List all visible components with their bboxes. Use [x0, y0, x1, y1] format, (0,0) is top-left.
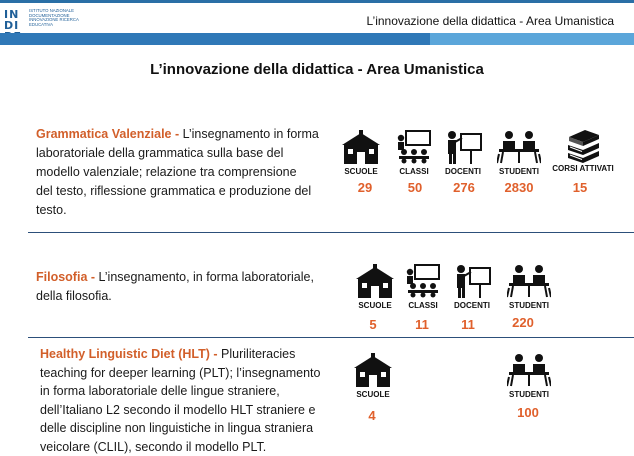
teacher-icon — [444, 130, 482, 164]
stat-value: 5 — [369, 317, 377, 332]
stat-classi — [389, 130, 439, 176]
stat-docenti — [438, 130, 488, 176]
header-title: L’innovazione della didattica - Area Umanistica — [366, 14, 614, 28]
stat-label: SCUOLE — [356, 390, 390, 399]
description-line: modello valenziale; relazione tra comprensione — [36, 165, 297, 179]
description-line: Pluriliteracies — [221, 347, 296, 361]
header-bar-dark — [0, 33, 430, 45]
section-name: Grammatica Valenziale — [36, 127, 172, 141]
stat-scuole — [336, 130, 386, 176]
stat-studenti — [492, 130, 546, 176]
stat-label: DOCENTI — [454, 301, 490, 310]
school-icon — [356, 264, 394, 298]
classroom-icon — [396, 130, 432, 164]
stat-label: SCUOLE — [344, 167, 378, 176]
page-title: L’innovazione della didattica - Area Umanistica — [150, 61, 484, 78]
section-divider — [28, 232, 634, 233]
stat-studenti — [502, 264, 556, 310]
stat-label: DOCENTI — [445, 167, 481, 176]
stat-label: SCUOLE — [358, 301, 392, 310]
stat-label: CLASSI — [408, 301, 438, 310]
school-icon — [354, 353, 392, 387]
stat-label: CLASSI — [399, 167, 429, 176]
section-name: Healthy Linguistic Diet (HLT) — [40, 347, 210, 361]
students-icon — [497, 130, 541, 164]
school-icon — [342, 130, 380, 164]
description-line: L’insegnamento in forma — [182, 127, 319, 141]
students-icon — [507, 264, 551, 298]
stat-value: 11 — [461, 317, 475, 332]
classroom-icon — [405, 264, 441, 298]
stat-classi — [398, 264, 448, 310]
stat-docenti — [447, 264, 497, 310]
stat-value: 4 — [368, 408, 376, 423]
description-line: in forma laboratoriale delle lingue straniere, — [40, 384, 280, 398]
section-description — [36, 268, 336, 306]
section-name: Filosofia — [36, 270, 88, 284]
description-line: testo. — [36, 203, 67, 217]
stat-value: 11 — [415, 317, 429, 332]
description-line: L’insegnamento, in forma laboratoriale, — [98, 270, 314, 284]
stat-label: STUDENTI — [509, 301, 549, 310]
teacher-icon — [453, 264, 491, 298]
description-line: teaching for deeper learning (PLT); l’insegnamento — [40, 365, 321, 380]
stat-value: 29 — [357, 180, 373, 195]
stat-value: 2830 — [504, 180, 534, 195]
section-separator: - — [171, 127, 183, 141]
stat-label: STUDENTI — [499, 167, 539, 176]
description-line: veicolare (CLIL), secondo il modello PLT. — [40, 439, 267, 454]
description-line: del testo, riflessione grammatica e produzione del — [36, 184, 312, 198]
stat-label: CORSI ATTIVATI — [552, 164, 614, 173]
section-description — [40, 345, 340, 456]
section-description — [36, 125, 336, 220]
stat-scuole — [348, 353, 398, 399]
stat-label: STUDENTI — [509, 390, 549, 399]
stat-value: 100 — [517, 405, 539, 420]
description-line: dell’Italiano L2 secondo il modello HLT straniere e — [40, 402, 316, 417]
stat-value: 220 — [512, 315, 534, 330]
logo-mark: INDI — [4, 8, 20, 32]
header — [0, 3, 634, 33]
stat-studenti — [502, 353, 556, 399]
description-line: delle discipline non linguistiche in lingua straniera — [40, 421, 314, 435]
description-line: della filosofia. — [36, 289, 112, 303]
students-icon — [507, 353, 551, 387]
section-divider — [28, 337, 634, 338]
description-line: laboratoriale della grammatica sulla base del — [36, 146, 284, 160]
stat-value: 15 — [572, 180, 588, 195]
stat-corsi-attivati — [548, 127, 618, 173]
stat-scuole — [350, 264, 400, 310]
section-separator: - — [87, 270, 99, 284]
indire-logo — [4, 9, 94, 35]
section-separator: - — [209, 347, 222, 361]
stat-value: 276 — [453, 180, 475, 195]
logo-text: ISTITUTO NAZIONALE DOCUMENTAZIONE INNOVAZIONE RICERCA EDUCATIVA — [29, 8, 79, 27]
stat-value: 50 — [407, 180, 423, 195]
books-icon — [565, 127, 601, 163]
